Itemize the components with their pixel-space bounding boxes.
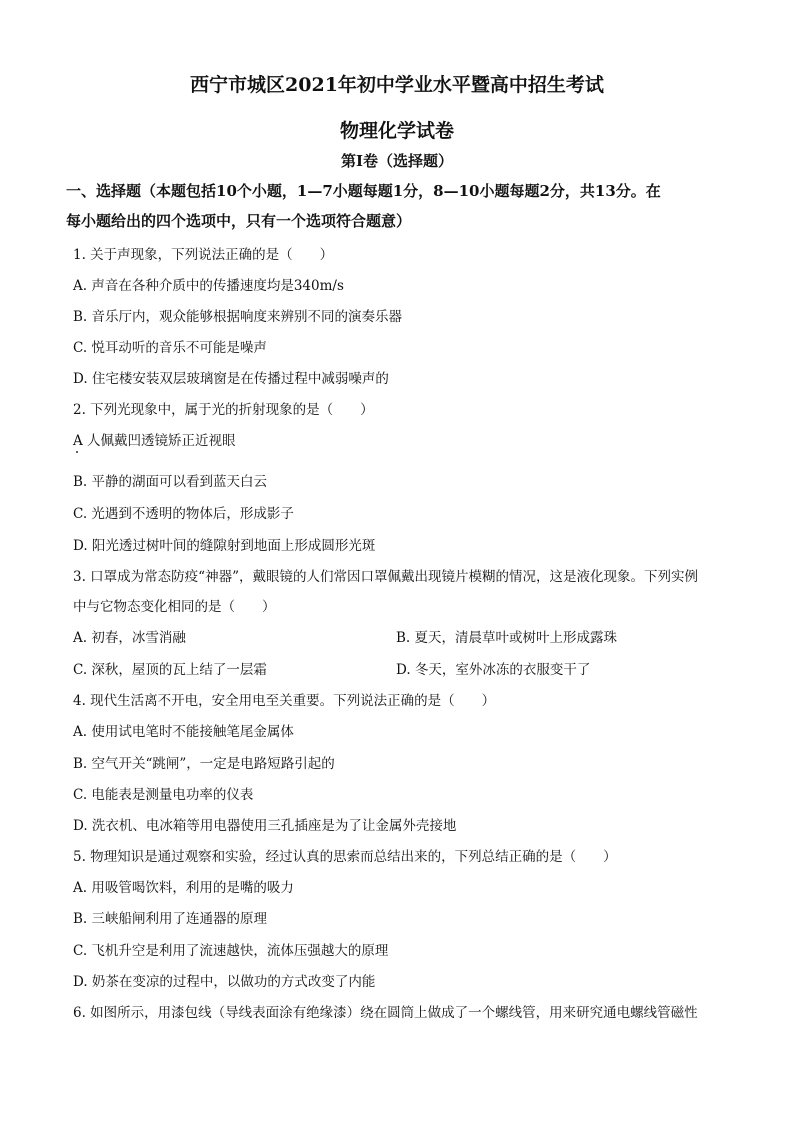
exam-subtitle: 物理化学试卷: [339, 120, 454, 142]
question-4-option-b: B. 空气开关“跳闸”，一定是电路短路引起的: [73, 756, 335, 772]
question-2-option-a: A 人佩戴凹透镜矫正近视眼: [73, 433, 236, 449]
exam-part-label: 第Ⅰ卷（选择题）: [340, 152, 454, 170]
question-1-option-b: B. 音乐厅内，观众能够根据响度来辨别不同的演奏乐器: [73, 309, 403, 325]
question-2-option-c: C. 光遇到不透明的物体后，形成影子: [73, 506, 294, 522]
exam-title: 西宁市城区2021年初中学业水平暨高中招生考试: [190, 74, 604, 96]
question-1-stem: 1. 关于声现象，下列说法正确的是（ ）: [73, 247, 334, 263]
question-2-option-b: B. 平静的湖面可以看到蓝天白云: [73, 474, 268, 490]
stray-mark: [76, 451, 78, 453]
question-1-option-d: D. 住宅楼安装双层玻璃窗是在传播过程中减弱噪声的: [73, 371, 389, 387]
question-3-stem: 3. 口罩成为常态防疫“神器”，戴眼镜的人们常因口罩佩戴出现镜片模糊的情况，这是液化现象。下列实例: [73, 569, 698, 585]
question-5-option-b: B. 三峡船闸利用了连通器的原理: [73, 911, 268, 927]
section-instructions-line1: 一、选择题（本题包括10个小题，1—7小题每题1分，8—10小题每题2分，共13分。在: [66, 182, 661, 200]
question-2-option-d: D. 阳光透过树叶间的缝隙射到地面上形成圆形光斑: [73, 538, 376, 554]
question-4-option-c: C. 电能表是测量电功率的仪表: [73, 787, 254, 803]
question-1-option-a: A. 声音在各种介质中的传播速度均是340m/s: [73, 278, 344, 294]
question-5-stem: 5. 物理知识是通过观察和实验，经过认真的思索而总结出来的，下列总结正确的是（ ）: [73, 849, 617, 865]
question-3-option-d: D. 冬天，室外冰冻的衣服变干了: [396, 662, 591, 678]
question-4-stem: 4. 现代生活离不开电，安全用电至关重要。下列说法正确的是（ ）: [73, 693, 496, 709]
question-3-stem-cont: 中与它物态变化相同的是（ ）: [73, 599, 276, 615]
question-5-option-a: A. 用吸管喝饮料，利用的是嘴的吸力: [73, 880, 294, 896]
section-instructions-line2: 每小题给出的四个选项中，只有一个选项符合题意）: [66, 212, 412, 230]
question-2-stem: 2. 下列光现象中，属于光的折射现象的是（ ）: [73, 402, 374, 418]
question-5-option-d: D. 奶茶在变凉的过程中，以做功的方式改变了内能: [73, 974, 376, 990]
question-5-option-c: C. 飞机升空是利用了流速越快，流体压强越大的原理: [73, 943, 389, 959]
question-3-option-a: A. 初春，冰雪消融: [73, 630, 186, 646]
question-4-option-d: D. 洗衣机、电冰箱等用电器使用三孔插座是为了让金属外壳接地: [73, 818, 457, 834]
question-1-option-c: C. 悦耳动听的音乐不可能是噪声: [73, 340, 267, 356]
question-6-stem: 6. 如图所示，用漆包线（导线表面涂有绝缘漆）绕在圆筒上做成了一个螺线管，用来研究通电螺线管磁性: [73, 1005, 698, 1021]
question-3-option-c: C. 深秋，屋顶的瓦上结了一层霜: [73, 662, 267, 678]
question-4-option-a: A. 使用试电笔时不能接触笔尾金属体: [73, 724, 294, 740]
question-3-option-b: B. 夏天，清晨草叶或树叶上形成露珠: [396, 630, 618, 646]
